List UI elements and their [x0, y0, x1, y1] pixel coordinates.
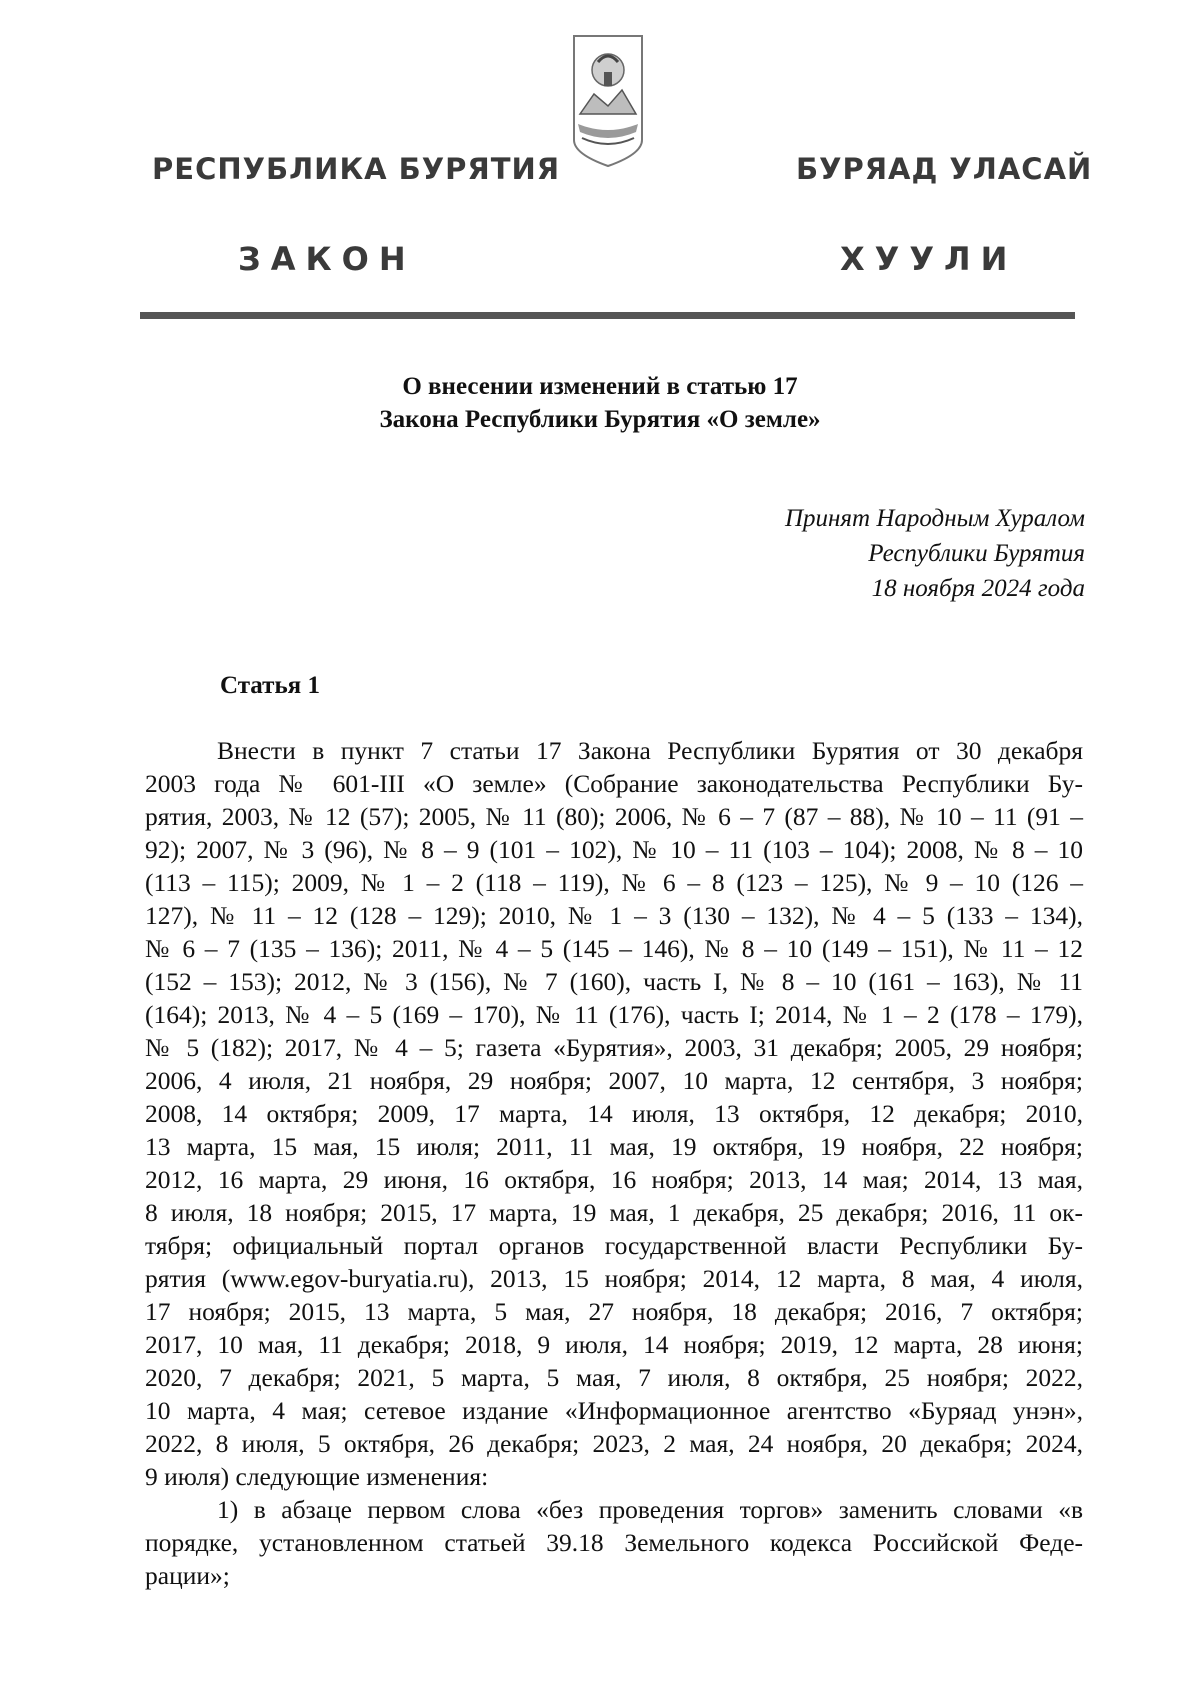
body-line: № 6 – 7 (135 – 136); 2011, № 4 – 5 (145 – 146), № 8 – 10 (149 – 151), № 11 – 12	[145, 934, 1083, 963]
body-line: 17 ноября; 2015, 13 марта, 5 мая, 27 ноября, 18 декабря; 2016, 7 октября;	[145, 1297, 1083, 1326]
body-line: рятия (www.egov-buryatia.ru), 2013, 15 ноября; 2014, 12 марта, 8 мая, 4 июля,	[145, 1264, 1083, 1293]
law-title-line-1: О внесении изменений в статью 17	[402, 373, 798, 400]
body-line: 92); 2007, № 3 (96), № 8 – 9 (101 – 102), № 10 – 11 (103 – 104); 2008, № 8 – 10	[145, 835, 1083, 864]
body-line: 2003 года № 601-III «О земле» (Собрание законодательства Республики Бу-	[145, 769, 1083, 798]
coat-of-arms-icon	[570, 32, 646, 170]
body-line: (152 – 153); 2012, № 3 (156), № 7 (160), часть I, № 8 – 10 (161 – 163), № 11	[145, 967, 1083, 996]
body-line: 2008, 14 октября; 2009, 17 марта, 14 июля, 13 октября, 12 декабря; 2010,	[145, 1099, 1083, 1128]
law-label-bu: ХУУЛИ	[840, 240, 1018, 278]
body-line: рятия, 2003, № 12 (57); 2005, № 11 (80); 2006, № 6 – 7 (87 – 88), № 10 – 11 (91 –	[145, 802, 1083, 831]
body-line: 10 марта, 4 мая; сетевое издание «Информационное агентство «Буряад унэн»,	[145, 1396, 1083, 1425]
body-line: 2017, 10 мая, 11 декабря; 2018, 9 июля, 14 ноября; 2019, 12 марта, 28 июня;	[145, 1330, 1083, 1359]
body-line: (164); 2013, № 4 – 5 (169 – 170), № 11 (176), часть I; 2014, № 1 – 2 (178 – 179),	[145, 1000, 1083, 1029]
body-line: 1) в абзаце первом слова «без проведения торгов» заменить словами «в	[217, 1495, 1083, 1524]
article-heading: Статья 1	[220, 672, 320, 699]
body-line: № 5 (182); 2017, № 4 – 5; газета «Бурятия», 2003, 31 декабря; 2005, 29 ноября;	[145, 1033, 1083, 1062]
body-line: 9 июля) следующие изменения:	[145, 1462, 489, 1491]
body-line: 8 июля, 18 ноября; 2015, 17 марта, 19 мая, 1 декабря, 25 декабря; 2016, 11 ок-	[145, 1198, 1083, 1227]
body-line: тября; официальный портал органов государственной власти Республики Бу-	[145, 1231, 1083, 1260]
law-title-line-2: Закона Республики Бурятия «О земле»	[379, 406, 821, 433]
body-line: 127), № 11 – 12 (128 – 129); 2010, № 1 – 3 (130 – 132), № 4 – 5 (133 – 134),	[145, 901, 1083, 930]
law-label-ru: ЗАКОН	[238, 240, 416, 278]
adoption-date: 18 ноября 2024 года	[871, 575, 1085, 602]
body-line: 2012, 16 марта, 29 июня, 16 октября, 16 ноября; 2013, 14 мая; 2014, 13 мая,	[145, 1165, 1083, 1194]
body-line: порядке, установленном статьей 39.18 Земельного кодекса Российской Феде-	[145, 1528, 1083, 1557]
body-line: Внести в пункт 7 статьи 17 Закона Республики Бурятия от 30 декабря	[217, 736, 1083, 765]
republic-name-ru: РЕСПУБЛИКА БУРЯТИЯ	[152, 152, 561, 186]
adoption-line-2: Республики Бурятия	[868, 540, 1085, 567]
article-body	[145, 734, 1083, 1592]
body-line: 2006, 4 июля, 21 ноября, 29 ноября; 2007, 10 марта, 12 сентября, 3 ноября;	[145, 1066, 1083, 1095]
body-line: (113 – 115); 2009, № 1 – 2 (118 – 119), № 6 – 8 (123 – 125), № 9 – 10 (126 –	[145, 868, 1083, 897]
republic-name-bu: БУРЯАД УЛАСАЙ	[796, 152, 1093, 186]
body-line: рации»;	[145, 1561, 230, 1590]
adoption-line-1: Принят Народным Хуралом	[784, 505, 1085, 532]
body-line: 2022, 8 июля, 5 октября, 26 декабря; 2023, 2 мая, 24 ноября, 20 декабря; 2024,	[145, 1429, 1083, 1458]
header-divider	[140, 312, 1075, 319]
body-line: 13 марта, 15 мая, 15 июля; 2011, 11 мая, 19 октября, 19 ноября, 22 ноября;	[145, 1132, 1083, 1161]
body-line: 2020, 7 декабря; 2021, 5 марта, 5 мая, 7 июля, 8 октября, 25 ноября; 2022,	[145, 1363, 1083, 1392]
